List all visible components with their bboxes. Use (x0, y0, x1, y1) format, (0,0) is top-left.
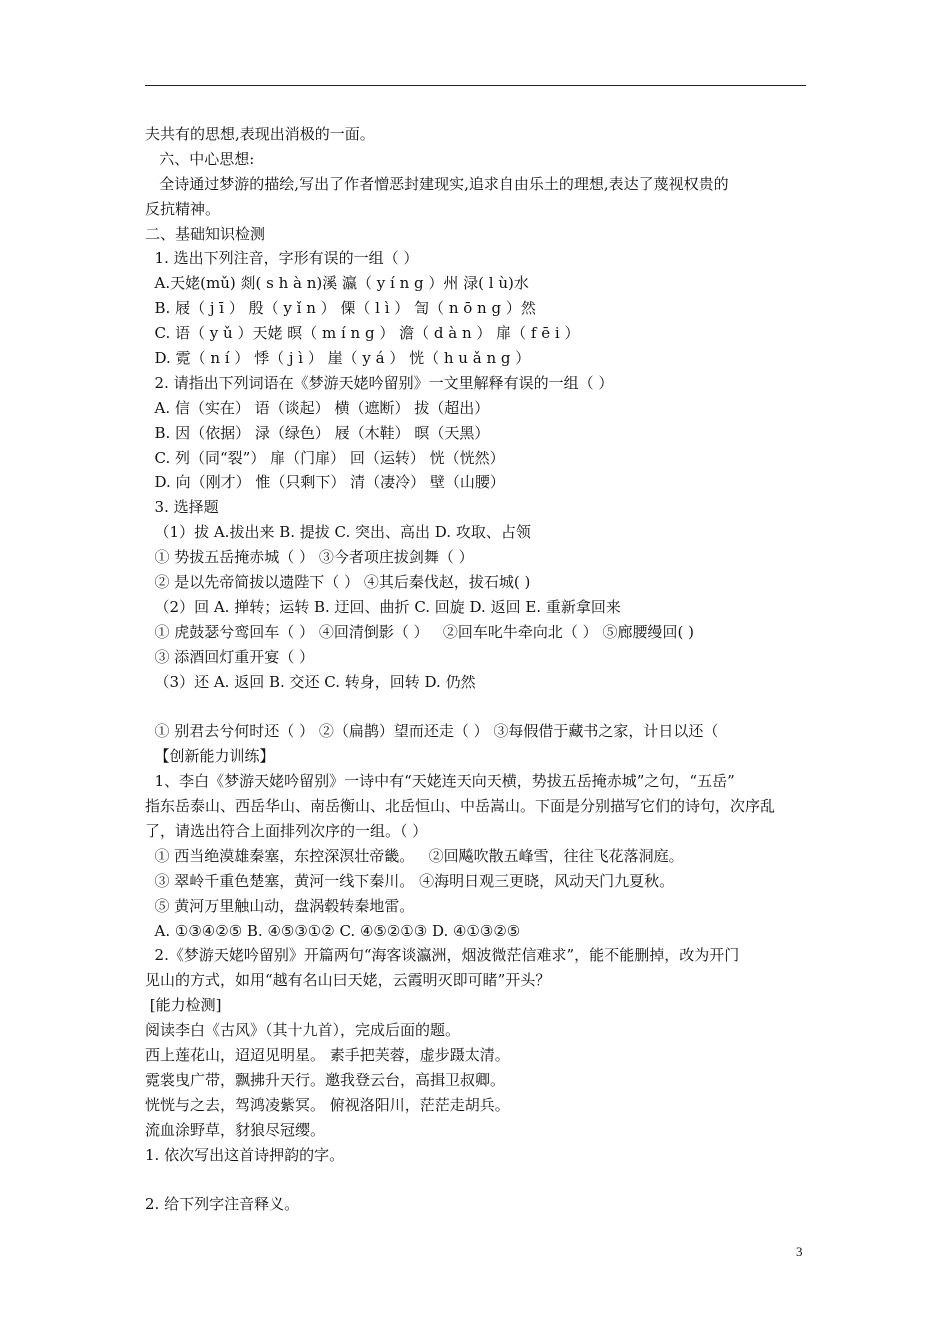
section-heading: [能力检测] (145, 996, 222, 1015)
option-line: B. 因（依据） 渌（绿色） 屐（木鞋） 暝（天黑） (145, 423, 490, 442)
blank-line (145, 694, 810, 719)
question-line: 1. 依次写出这首诗押韵的字。 (145, 1145, 345, 1164)
option-line: ② 是以先帝简拔以遗陛下（ ） ④其后秦伐赵，拔石城( ) (145, 573, 531, 592)
option-line: ① 别君去兮何时还（ ） ②（扁鹊）望而还走（ ） ③每假借于藏书之家，计日以还（ (145, 722, 719, 741)
blank-line (145, 1167, 810, 1192)
question-line: 2. 给下列字注音释义。 (145, 1195, 300, 1214)
option-line: ⑤ 黄河万里触山动，盘涡毂转秦地雷。 (145, 896, 415, 915)
option-line: D. 向（刚才） 惟（只剩下） 清（凄冷） 壁（山腰） (145, 473, 505, 492)
page-number: 3 (796, 1244, 803, 1259)
text-line: 阅读李白《古风》（其十九首），完成后面的题。 (145, 1021, 461, 1040)
poem-line: 霓裳曳广带，飘拂升天行。邀我登云台，高揖卫叔卿。 (145, 1070, 506, 1089)
question-line: 1、李白《梦游天姥吟留别》一诗中有“天姥连天向天横，势拔五岳掩赤城”之句，“五岳” (145, 772, 735, 791)
option-line: D. 霓（ n í ） 悸（ j ì ） 崖（ y á ） 恍（ h u ǎ n g ） (145, 349, 531, 368)
option-line: A.天姥(mǔ) 剡( s h à n)溪 瀛（ y í n g ）州 渌( l ù)水 (145, 274, 529, 293)
poem-line: 恍恍与之去，驾鸿凌紫冥。 俯视洛阳川，茫茫走胡兵。 (145, 1095, 510, 1114)
option-line: ① 虎鼓瑟兮鸾回车（ ） ④回清倒影（ ） ②回车叱牛牵向北（ ） ⑤廊腰缦回( ) (145, 622, 694, 641)
question-line: 2.《梦游天姥吟留别》开篇两句“海客谈瀛洲，烟波微茫信难求”，能不能删掉，改为开门 (145, 946, 740, 965)
option-line: ③ 翠岭千重色楚塞，黄河一线下秦川。 ④海明日观三更晓，风动天门九夏秋。 (145, 871, 675, 890)
option-line: ① 势拔五岳掩赤城（ ） ③今者项庄拔剑舞（ ） (145, 548, 474, 567)
question-line: 3. 选择题 (145, 498, 219, 517)
text-line: 全诗通过梦游的描绘,写出了作者憎恶封建现实,追求自由乐土的理想,表达了蔑视权贵的 (145, 174, 729, 193)
text-line: 反抗精神。 (145, 199, 221, 218)
header-rule (145, 85, 806, 86)
option-line: （3）还 A. 返回 B. 交还 C. 转身，回转 D. 仍然 (145, 672, 476, 691)
option-line: C. 语（ y ǔ ）天姥 暝（ m í n g ） 澹（ d à n ） 扉（ f ē i ） (145, 324, 580, 343)
section-heading: 六、中心思想: (145, 149, 255, 168)
option-line: ① 西当绝漠雄秦塞，东控深溟壮帝畿。 ②回飚吹散五峰雪，往往飞花落洞庭。 (145, 846, 684, 865)
question-line: 1. 选出下列注音，字形有误的一组（ ） (145, 249, 419, 268)
section-heading: 二、基础知识检测 (145, 224, 266, 243)
text-line: 了，请选出符合上面排列次序的一组。（ ） (145, 821, 428, 840)
question-line: 2. 请指出下列词语在《梦游天姥吟留别》一文里解释有误的一组（ ） (145, 373, 614, 392)
option-line: （1）拔 A.拔出来 B. 提拔 C. 突出、高出 D. 攻取、占领 (145, 523, 531, 542)
option-line: A. ①③④②⑤ B. ④⑤③①② C. ④⑤②①③ D. ④①③②⑤ (145, 921, 521, 940)
option-line: C. 列（同“裂”） 扉（门扉） 回（运转） 恍（恍然） (145, 448, 505, 467)
option-line: A. 信（实在） 语（谈起） 横（遮断） 拔（超出） (145, 398, 490, 417)
text-line: 指东岳泰山、西岳华山、南岳衡山、北岳恒山、中岳嵩山。下面是分别描写它们的诗句，次序乱 (145, 797, 776, 816)
poem-line: 流血涂野草，豺狼尽冠缨。 (145, 1120, 326, 1139)
text-line: 见山的方式，如用“越有名山曰天姥，云霞明灭即可睹”开头？ (145, 971, 551, 990)
poem-line: 西上莲花山，迢迢见明星。 素手把芙蓉，虚步蹑太清。 (145, 1045, 510, 1064)
section-heading: 【创新能力训练】 (145, 747, 275, 766)
option-line: ③ 添酒回灯重开宴（ ） (145, 647, 315, 666)
document-body (145, 122, 810, 1217)
text-line: 夫共有的思想,表现出消极的一面。 (145, 125, 375, 143)
option-line: B. 屐（ j ī ） 殷（ y ǐ n ） 傈（ l ì ） 訇（ n ō n g ）然 (145, 299, 536, 318)
option-line: （2）回 A. 掸转；运转 B. 迂回、曲折 C. 回旋 D. 返回 E. 重新拿回来 (145, 597, 621, 616)
